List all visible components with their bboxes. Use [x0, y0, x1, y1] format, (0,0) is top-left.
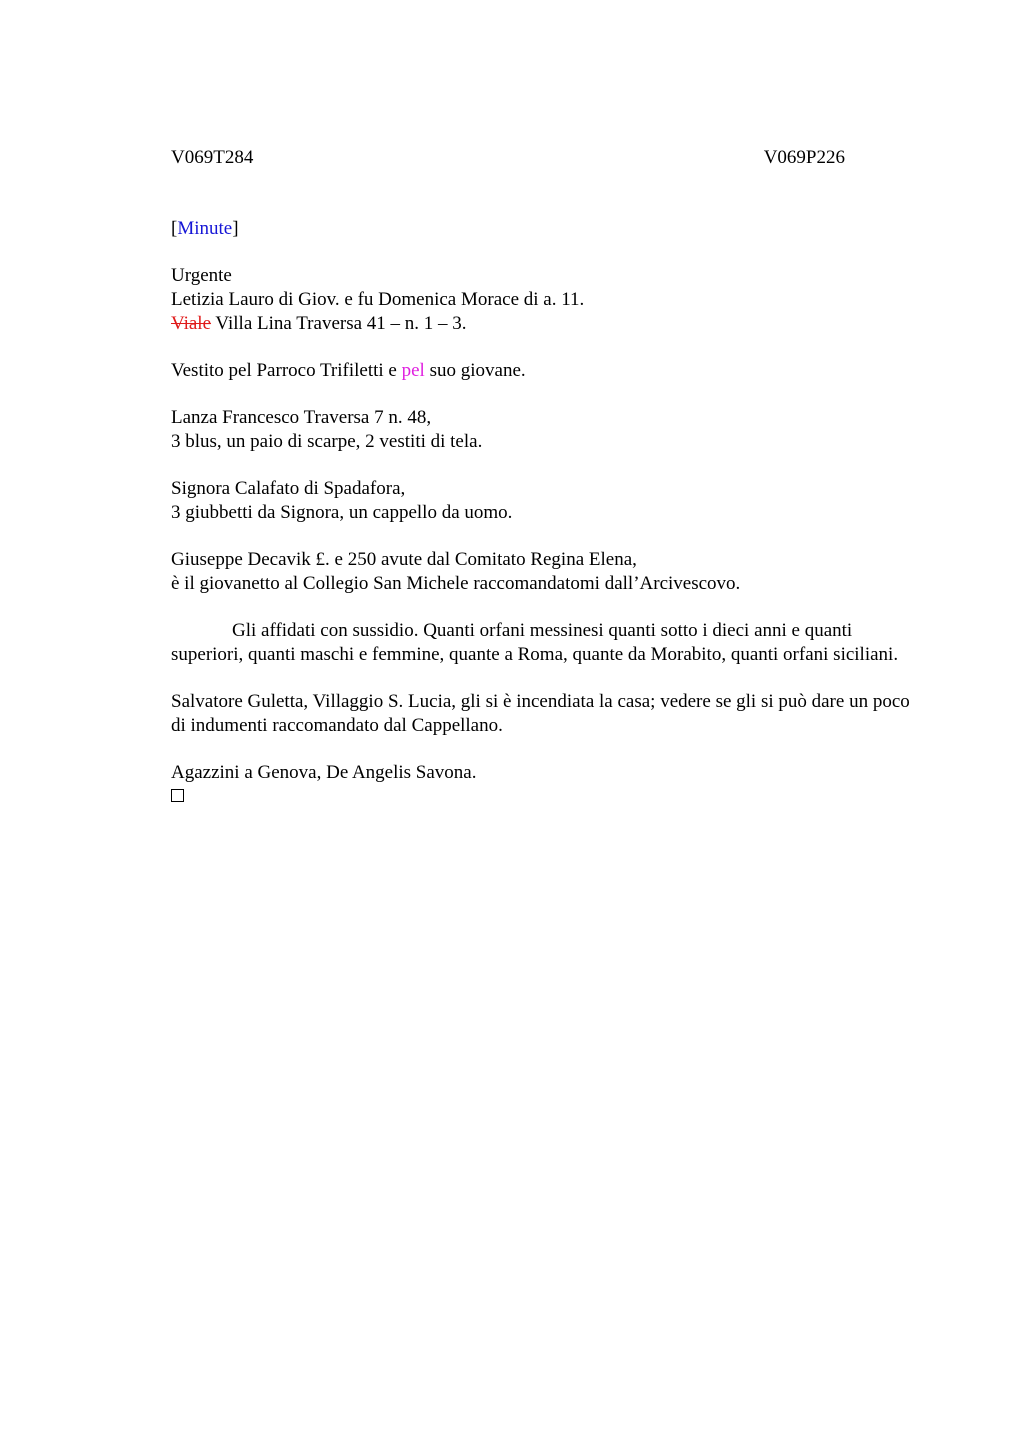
lanza-line-2: 3 blus, un paio di scarpe, 2 vestiti di tela. — [171, 431, 483, 452]
urgent-line-2-rest: Villa Lina Traversa 41 – n. 1 – 3. — [211, 313, 467, 334]
document-body — [171, 217, 911, 809]
paragraph-gap — [171, 383, 911, 406]
vestito-before: Vestito pel Parroco Trifiletti e — [171, 360, 402, 381]
lanza-line-1: Lanza Francesco Traversa 7 n. 48, — [171, 407, 432, 428]
calafato-line-1: Signora Calafato di Spadafora, — [171, 478, 406, 499]
urgent-line-1: Letizia Lauro di Giov. e fu Domenica Morace di a. 11. — [171, 289, 585, 310]
vestito-paragraph — [171, 359, 911, 383]
minute-open-bracket: [ — [171, 218, 178, 239]
agazzini-paragraph: Agazzini a Genova, De Angelis Savona. — [171, 762, 477, 783]
decavik-line-1: Giuseppe Decavik £. e 250 avute dal Comitato Regina Elena, — [171, 549, 637, 570]
minute-heading — [171, 217, 911, 241]
vestito-after: suo giovane. — [424, 360, 526, 381]
header-left-code: V069T284 — [171, 147, 254, 168]
paragraph-gap — [171, 241, 911, 264]
decavik-paragraph — [171, 548, 911, 596]
urgent-label: Urgente — [171, 265, 232, 286]
urgent-paragraph — [171, 264, 911, 336]
paragraph-gap — [171, 454, 911, 477]
paragraph-gap — [171, 667, 911, 690]
paragraph-gap — [171, 596, 911, 619]
calafato-paragraph — [171, 477, 911, 525]
minute-word: Minute — [177, 218, 233, 239]
struck-word: Viale — [171, 313, 212, 334]
affidati-paragraph: Gli affidati con sussidio. Quanti orfani messinesi quanti sotto i dieci anni e quanti superiori, quanti maschi e femmine, quante a Roma, quante da Morabito, quanti orfani siciliani. — [171, 620, 899, 665]
header-right-code: V069P226 — [763, 147, 845, 168]
minute-close-bracket: ] — [232, 218, 239, 239]
guletta-paragraph: Salvatore Guletta, Villaggio S. Lucia, gli si è incendiata la casa; vedere se gli si può dare un poco di indumenti raccomandato dal Cappellano. — [171, 691, 910, 736]
paragraph-gap — [171, 738, 911, 761]
end-box-line — [171, 785, 911, 809]
empty-square-icon — [171, 789, 184, 802]
lanza-paragraph — [171, 406, 911, 454]
vestito-highlight: pel — [401, 360, 425, 381]
paragraph-gap — [171, 525, 911, 548]
paragraph-gap — [171, 336, 911, 359]
decavik-line-2: è il giovanetto al Collegio San Michele raccomandatomi dall’Arcivescovo. — [171, 573, 741, 594]
urgent-line-2 — [171, 312, 911, 336]
calafato-line-2: 3 giubbetti da Signora, un cappello da uomo. — [171, 502, 513, 523]
